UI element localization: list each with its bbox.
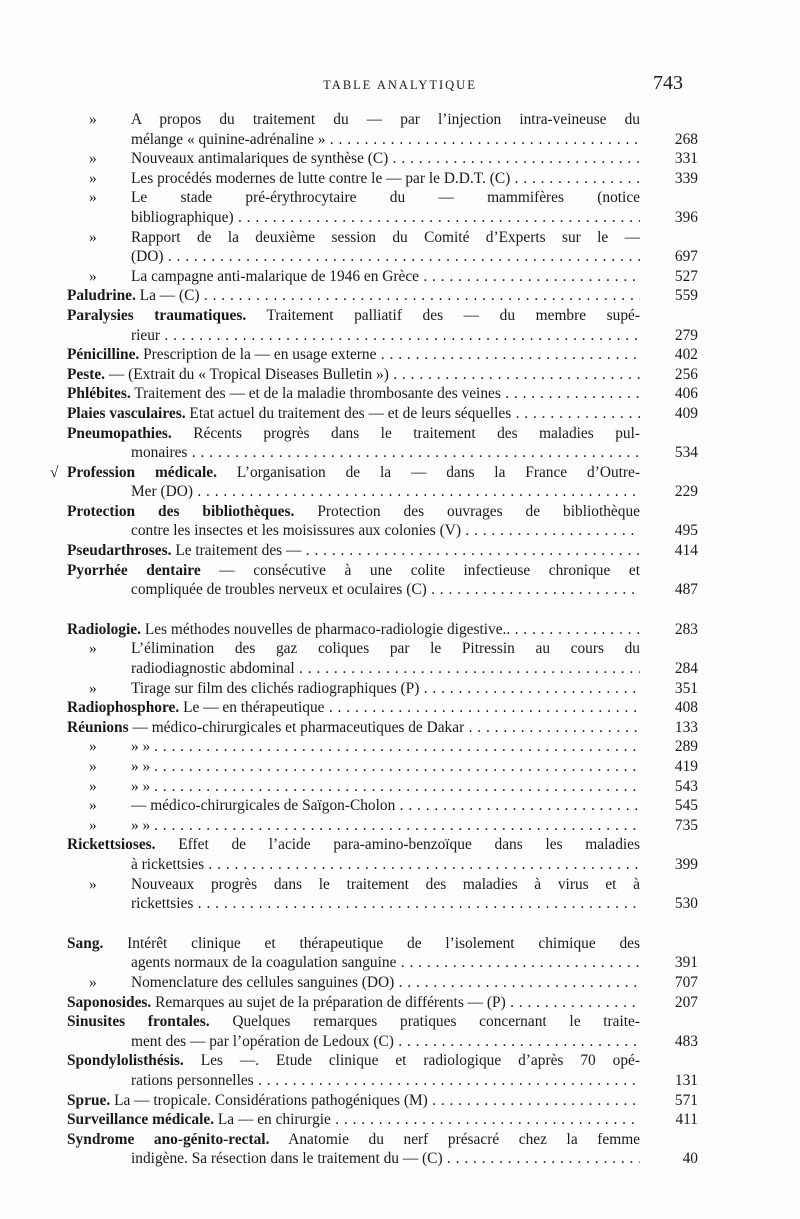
index-entry [0, 286, 800, 306]
entry-heading: Phlébites. [67, 385, 131, 403]
entry-text: rieur [131, 326, 161, 344]
index-entry [0, 228, 800, 267]
entry-page-number: 545 [674, 797, 698, 815]
entry-text: Le stade pré-érythrocytaire du — mammifères (notice [131, 189, 640, 207]
index-entry [0, 816, 800, 836]
entry-page-number: 207 [674, 993, 698, 1011]
entry-text: L’organisation de la — dans la France d’Outre- [236, 463, 640, 481]
entry-heading: Pseudarthroses. [67, 542, 172, 560]
index-entry [0, 365, 800, 385]
entry-text: A propos du traitement du — par l’injection intra-veineuse du [131, 111, 640, 128]
entry-text: » » [131, 777, 155, 795]
entry-text: Les méthodes nouvelles de pharmaco-radiologie digestive.. [144, 620, 511, 638]
entry-text: Protection des ouvrages de bibliothèque [317, 502, 640, 520]
entry-heading: Sang. [67, 934, 104, 952]
entry-page-number: 707 [674, 973, 698, 991]
index-entry [0, 561, 800, 600]
entry-page-number: 391 [674, 954, 698, 972]
entry-heading: Pénicilline. [67, 346, 140, 364]
entry-text: Les —. Etude clinique et radiologique d’après 70 opé- [200, 1052, 640, 1070]
entry-heading: Paludrine. [67, 287, 136, 305]
ditto-mark: » [89, 777, 97, 795]
ditto-mark: » [89, 679, 97, 697]
entry-page-number: 40 [682, 1150, 698, 1168]
entry-page-number: 543 [674, 777, 698, 795]
index-entry [0, 306, 800, 345]
entry-page-number: 351 [674, 679, 698, 697]
entry-page-number: 411 [675, 1111, 698, 1129]
index-entry [0, 835, 800, 874]
entry-page-number: 559 [674, 287, 698, 305]
entry-page-number: 268 [674, 130, 698, 148]
entry-text: Le traitement des — [175, 542, 302, 560]
index-entry [0, 698, 800, 718]
entry-page-number: 495 [674, 522, 698, 540]
entry-text: L’élimination des gaz coliques par le Pitressin au cours du [131, 640, 640, 658]
index-entry [0, 463, 800, 502]
entry-text: Les procédés modernes de lutte contre le — par le D.D.T. (C) [131, 169, 511, 187]
check-mark: √ [50, 463, 59, 481]
ditto-mark: » [89, 189, 97, 207]
entry-page-number: 735 [674, 816, 698, 834]
entry-text: ment des — par l’opération de Ledoux (C) [131, 1032, 394, 1050]
entry-page-number: 527 [674, 267, 698, 285]
ditto-mark: » [89, 738, 97, 756]
entry-text: compliquée de troubles nerveux et oculaires (C) [131, 581, 427, 599]
entry-heading: Syndrome ano-génito-rectal. [67, 1130, 270, 1148]
entry-page-number: 399 [674, 855, 698, 873]
entry-text: (DO) [131, 248, 164, 266]
entry-heading: Saponosides. [67, 993, 152, 1011]
ditto-mark: » [89, 875, 97, 893]
entry-text: agents normaux de la coagulation sanguine [131, 954, 397, 972]
entry-text: Récents progrès dans le traitement des maladies pul- [193, 424, 640, 442]
ditto-mark: » [89, 267, 97, 285]
entry-text: Mer (DO) [131, 483, 193, 501]
index-entry [0, 1130, 800, 1169]
entry-heading: Rickettsioses. [67, 836, 156, 854]
index-entry [0, 679, 800, 699]
entry-page-number: 697 [674, 248, 698, 266]
index-entry [0, 973, 800, 993]
entry-text: — consécutive à une colite infectieuse chronique et [219, 561, 640, 579]
index-entry [0, 384, 800, 404]
entry-page-number: 133 [674, 718, 698, 736]
entry-page-number: 534 [674, 444, 698, 462]
page-number: 743 [653, 72, 683, 94]
ditto-mark: » [89, 640, 97, 658]
entry-text: Etat actuel du traitement des — et de leurs séquelles [189, 404, 512, 422]
entry-heading: Réunions [67, 718, 129, 736]
index-entry [0, 620, 800, 640]
entry-text: Effet de l’acide para-amino-benzoïque dans les maladies [178, 836, 640, 854]
index-entry [0, 188, 800, 227]
index-entry [0, 502, 800, 541]
index-entry [0, 737, 800, 757]
entry-heading: Pneumopathies. [67, 424, 172, 442]
running-header-title: TABLE ANALYTIQUE [323, 78, 477, 92]
entry-text: Prescription de la — en usage externe [143, 346, 377, 364]
entry-page-number: 331 [674, 150, 698, 168]
index-entry [0, 149, 800, 169]
entry-text: rations personnelles [131, 1071, 254, 1089]
entry-page-number: 487 [674, 581, 698, 599]
entry-text: monaires [131, 444, 188, 462]
index-entry [0, 777, 800, 797]
index-entry [0, 345, 800, 365]
entry-page-number: 571 [674, 1091, 698, 1109]
entry-heading: Radiologie. [67, 620, 141, 638]
ditto-mark: » [89, 816, 97, 834]
index-entry [0, 1110, 800, 1130]
entry-page-number: 414 [674, 542, 698, 560]
index-entry [0, 541, 800, 561]
entry-text: mélange « quinine-adrénaline » [131, 130, 326, 148]
ditto-mark: » [89, 758, 97, 775]
entry-page-number: 279 [674, 326, 698, 344]
index-entry [0, 757, 800, 777]
entry-heading: Profession médicale. [67, 463, 217, 481]
index-entry [0, 267, 800, 287]
index-entry [0, 169, 800, 189]
entry-page-number: 419 [674, 758, 698, 775]
entry-heading: Surveillance médicale. [67, 1111, 215, 1129]
entry-text: La — (C) [139, 287, 200, 305]
entry-text: Traitement des — et de la maladie thrombosante des veines [134, 385, 501, 403]
entry-text: » » [131, 738, 155, 756]
index-entry [0, 639, 800, 678]
entry-page-number: 339 [674, 169, 698, 187]
entry-page-number: 289 [674, 738, 698, 756]
index-entry [0, 110, 800, 149]
index-entry [0, 796, 800, 816]
entry-text: La — en chirurgie [217, 1111, 331, 1129]
ditto-mark: » [89, 111, 97, 128]
entry-text: rickettsies [131, 895, 194, 913]
entry-page-number: 256 [674, 365, 698, 383]
entry-page-number: 402 [674, 346, 698, 364]
entry-text: » » [131, 758, 155, 775]
index-entry [0, 424, 800, 463]
entry-text: La campagne anti-malarique de 1946 en Grèce [131, 267, 420, 285]
entry-page-number: 284 [674, 660, 698, 678]
entry-heading: Peste. [67, 365, 106, 383]
ditto-mark: » [89, 797, 97, 815]
entry-text: Nouveaux antimalariques de synthèse (C) [131, 150, 389, 168]
index-entry [0, 1091, 800, 1111]
entry-page-number: 406 [674, 385, 698, 403]
entry-heading: Sinusites frontales. [67, 1013, 210, 1031]
entry-text: Rapport de la deuxième session du Comité d’Experts sur le — [131, 228, 640, 246]
entry-heading: Spondylolisthésis. [67, 1052, 184, 1070]
entry-text: — médico-chirurgicales et pharmaceutiques de Dakar [132, 718, 465, 736]
index-entries [0, 110, 800, 1169]
entry-text: Tirage sur film des clichés radiographiques (P) [131, 679, 420, 697]
entry-text: à rickettsies [131, 855, 205, 873]
entry-heading: Radiophosphore. [67, 699, 180, 717]
entry-text: Nouveaux progrès dans le traitement des maladies à virus et à [131, 875, 640, 893]
entry-page-number: 530 [674, 895, 698, 913]
entry-page-number: 283 [674, 620, 698, 638]
entry-text: bibliographique) [131, 208, 234, 226]
entry-page-number: 408 [674, 699, 698, 717]
entry-text: La — tropicale. Considérations pathogéniques (M) [114, 1091, 428, 1109]
entry-text: Traitement palliatif des — du membre supé- [266, 306, 640, 324]
index-entry [0, 934, 800, 973]
index-entry [0, 993, 800, 1013]
entry-heading: Pyorrhée dentaire [67, 561, 201, 579]
entry-page-number: 396 [674, 208, 698, 226]
index-entry [0, 875, 800, 914]
entry-text: — (Extrait du « Tropical Diseases Bulletin ») [108, 365, 389, 383]
ditto-mark: » [89, 169, 97, 187]
entry-heading: Protection des bibliothèques. [67, 502, 295, 520]
index-entry [0, 404, 800, 424]
index-entry [0, 1051, 800, 1090]
entry-heading: Sprue. [67, 1091, 111, 1109]
entry-page-number: 409 [674, 404, 698, 422]
entry-text: Anatomie du nerf présacré chez la femme [288, 1130, 640, 1148]
entry-text: contre les insectes et les moisissures aux colonies (V) [131, 522, 461, 540]
entry-page-number: 483 [674, 1032, 698, 1050]
ditto-mark: » [89, 973, 97, 991]
entry-text: radiodiagnostic abdominal [131, 660, 295, 678]
entry-page-number: 229 [674, 483, 698, 501]
entry-text: » » [131, 816, 155, 834]
entry-heading: Paralysies traumatiques. [67, 306, 247, 324]
entry-text: Nomenclature des cellules sanguines (DO) [131, 973, 395, 991]
entry-text: Remarques au sujet de la préparation de différents — (P) [155, 993, 506, 1011]
ditto-mark: » [89, 150, 97, 168]
entry-text: Le — en thérapeutique [183, 699, 325, 717]
ditto-mark: » [89, 228, 97, 246]
entry-text: Quelques remarques pratiques concernant le traite- [232, 1013, 640, 1031]
entry-page-number: 131 [674, 1071, 698, 1089]
entry-text: — médico-chirurgicales de Saïgon-Cholon [131, 797, 396, 815]
entry-text: indigène. Sa résection dans le traitement du — (C) [131, 1150, 443, 1168]
index-entry [0, 718, 800, 738]
index-entry [0, 1012, 800, 1051]
entry-heading: Plaies vasculaires. [67, 404, 186, 422]
entry-text: Intérêt clinique et thérapeutique de l’isolement chimique des [127, 934, 640, 952]
